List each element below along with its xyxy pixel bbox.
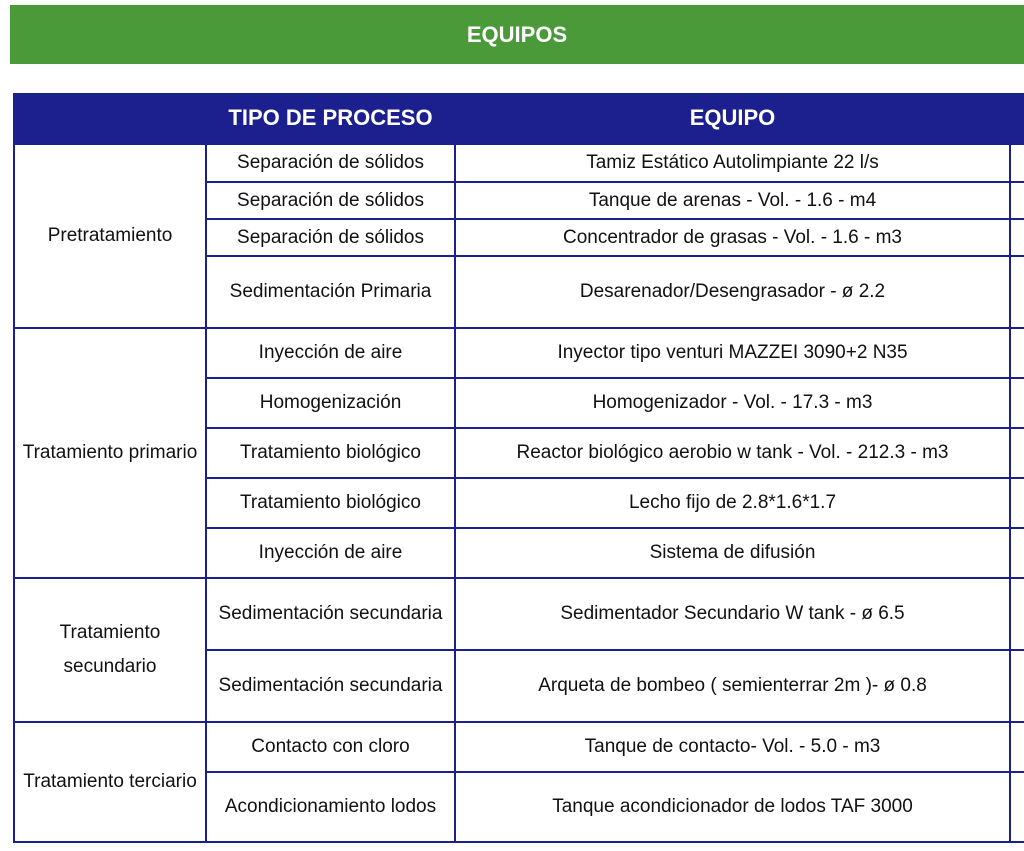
table-row (14, 722, 1024, 772)
process-type-cell: Tratamiento biológico (206, 478, 455, 528)
equipment-cell: Arqueta de bombeo ( semienterrar 2m )- ø 0.8 (455, 650, 1010, 722)
extra-cell (1010, 722, 1024, 772)
extra-cell (1010, 578, 1024, 650)
equipment-cell: Tanque de arenas - Vol. - 1.6 - m4 (455, 182, 1010, 219)
process-type-cell: Separación de sólidos (206, 144, 455, 182)
table-row (14, 328, 1024, 378)
process-type-cell: Sedimentación Primaria (206, 256, 455, 328)
stage-cell: Tratamiento terciario (14, 722, 206, 842)
table-row (14, 144, 1024, 182)
equipment-cell: Reactor biológico aerobio w tank - Vol. - 212.3 - m3 (455, 428, 1010, 478)
process-type-cell: Inyección de aire (206, 528, 455, 578)
process-type-cell: Sedimentación secundaria (206, 650, 455, 722)
equipment-column-header: EQUIPO (455, 93, 1010, 144)
stage-cell: Tratamiento primario (14, 328, 206, 578)
table-row (14, 578, 1024, 650)
process-type-cell: Separación de sólidos (206, 219, 455, 256)
equipment-cell: Sistema de difusión (455, 528, 1010, 578)
extra-cell (1010, 378, 1024, 428)
extra-cell (1010, 256, 1024, 328)
process-type-cell: Tratamiento biológico (206, 428, 455, 478)
equipment-cell: Lecho fijo de 2.8*1.6*1.7 (455, 478, 1010, 528)
stage-cell: Tratamiento secundario (14, 578, 206, 722)
extra-column-header (1010, 93, 1024, 144)
section-title: EQUIPOS (466, 21, 568, 47)
equipment-cell: Concentrador de grasas - Vol. - 1.6 - m3 (455, 219, 1010, 256)
process-type-cell: Inyección de aire (206, 328, 455, 378)
equipment-cell: Homogenizador - Vol. - 17.3 - m3 (455, 378, 1010, 428)
process-type-column-header: TIPO DE PROCESO (206, 93, 455, 144)
process-type-cell: Acondicionamiento lodos (206, 772, 455, 842)
equipment-cell: Tamiz Estático Autolimpiante 22 l/s (455, 144, 1010, 182)
extra-cell (1010, 528, 1024, 578)
equipment-table (13, 93, 1024, 843)
equipment-table-container (13, 93, 1024, 843)
process-type-cell: Homogenización (206, 378, 455, 428)
process-type-cell: Separación de sólidos (206, 182, 455, 219)
process-type-cell: Contacto con cloro (206, 722, 455, 772)
extra-cell (1010, 219, 1024, 256)
equipment-cell: Desarenador/Desengrasador - ø 2.2 (455, 256, 1010, 328)
process-type-cell: Sedimentación secundaria (206, 578, 455, 650)
extra-cell (1010, 182, 1024, 219)
stage-column-header (14, 93, 206, 144)
extra-cell (1010, 328, 1024, 378)
equipment-cell: Sedimentador Secundario W tank - ø 6.5 (455, 578, 1010, 650)
table-header-row (14, 93, 1024, 144)
extra-cell (1010, 772, 1024, 842)
extra-cell (1010, 478, 1024, 528)
stage-cell: Pretratamiento (14, 144, 206, 328)
equipment-cell: Tanque de contacto- Vol. - 5.0 - m3 (455, 722, 1010, 772)
equipment-cell: Tanque acondicionador de lodos TAF 3000 (455, 772, 1010, 842)
section-title-banner (10, 5, 1024, 64)
extra-cell (1010, 428, 1024, 478)
extra-cell (1010, 650, 1024, 722)
extra-cell (1010, 144, 1024, 182)
equipment-cell: Inyector tipo venturi MAZZEI 3090+2 N35 (455, 328, 1010, 378)
